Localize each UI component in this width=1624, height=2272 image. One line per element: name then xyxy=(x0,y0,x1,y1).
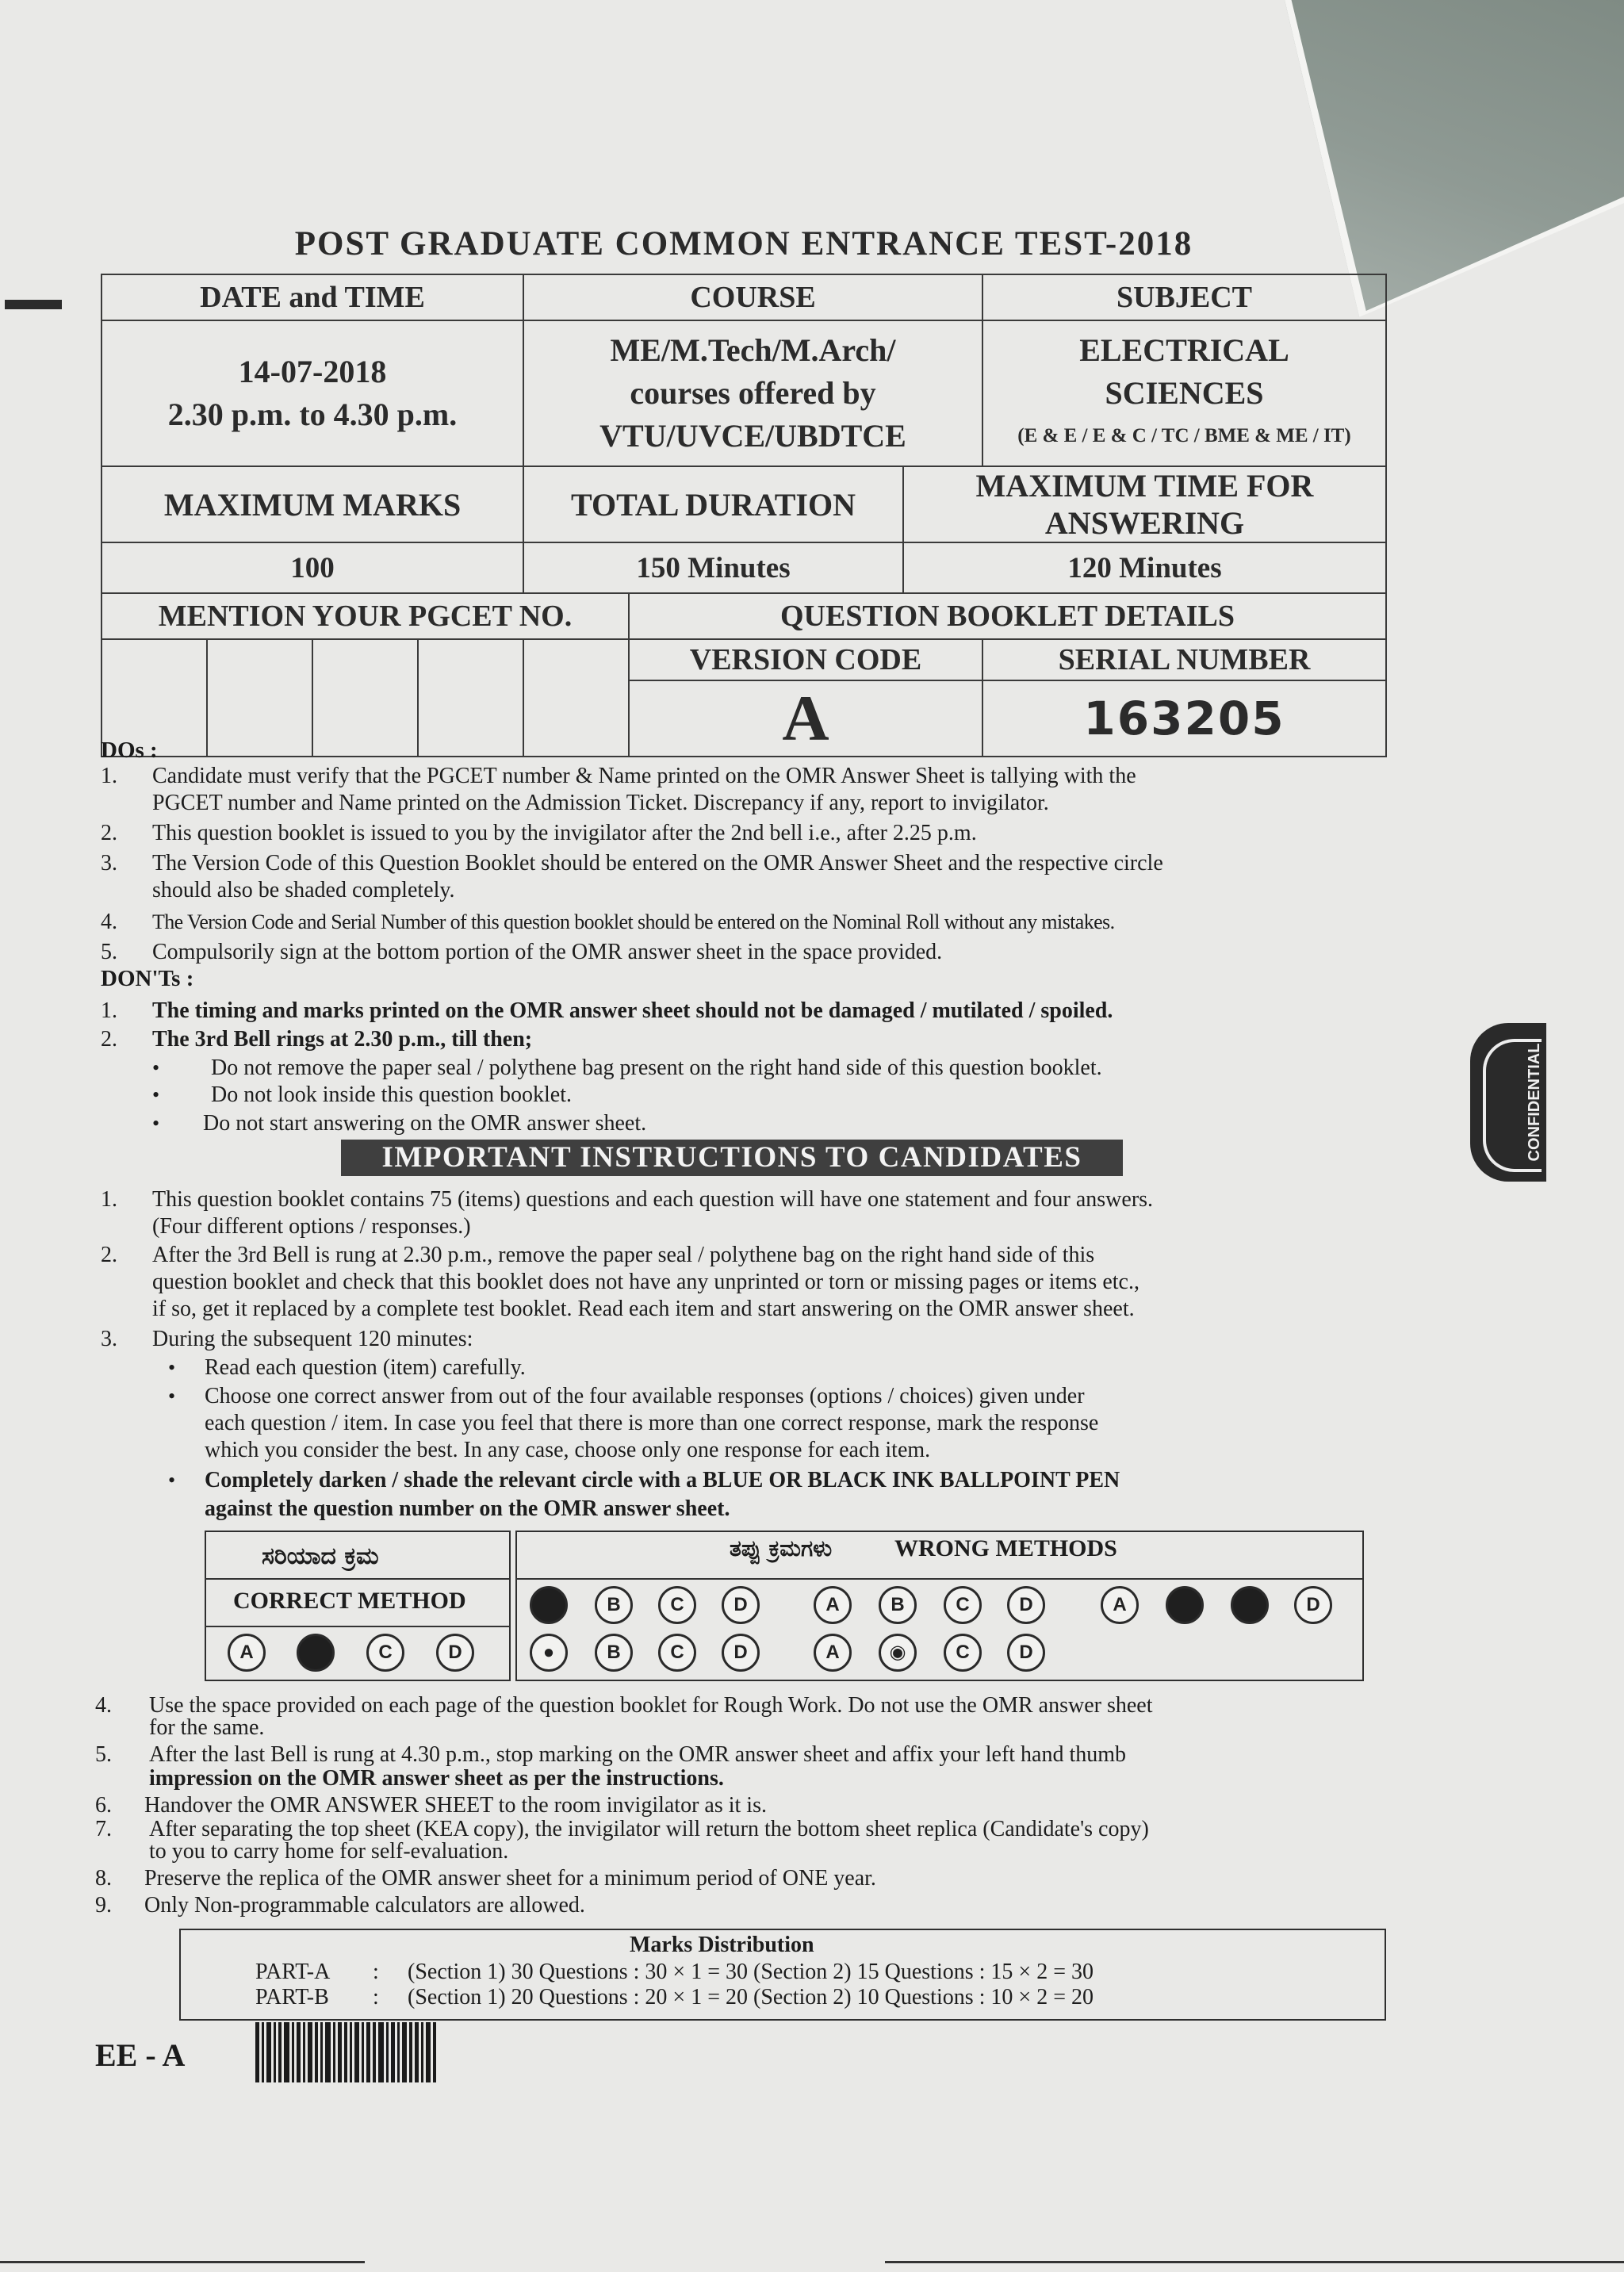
part-b-label: PART-B xyxy=(255,1985,329,2010)
subject-cell xyxy=(982,320,1386,466)
instr-9: Only Non-programmable calculators are allowed. xyxy=(144,1893,585,1918)
correct-method-label: CORRECT METHOD xyxy=(233,1588,466,1614)
instr-3-bullet-2-line-3: which you consider the best. In any case, choose only one response for each item. xyxy=(205,1438,931,1462)
pgcet-digit-box[interactable] xyxy=(418,639,523,757)
instr-5-line-2: impression on the OMR answer sheet as per the instructions. xyxy=(149,1766,724,1791)
instr-1-line-1: This question booklet contains 75 (items) questions and each question will have one statement and four answers. xyxy=(152,1187,1154,1212)
subject-label: SUBJECT xyxy=(982,274,1386,320)
subject-line-1: ELECTRICAL xyxy=(1079,332,1289,368)
serial-number-label: SERIAL NUMBER xyxy=(982,639,1386,680)
exam-date: 14-07-2018 xyxy=(238,354,387,389)
dos-3-line-2: should also be shaded completely. xyxy=(152,878,455,902)
exam-time: 2.30 p.m. to 4.30 p.m. xyxy=(167,397,458,432)
donts-1: The timing and marks printed on the OMR answer sheet should not be damaged / mutilated / spoiled. xyxy=(152,998,1113,1023)
total-duration-label: TOTAL DURATION xyxy=(523,466,903,542)
dos-num-2: 2. xyxy=(101,821,117,845)
instr-num-1: 1. xyxy=(101,1187,117,1212)
total-duration-value: 150 Minutes xyxy=(523,542,903,593)
correct-option-d: D xyxy=(436,1634,474,1672)
wrong-methods-kannada: ತಪ್ಪು ಕ್ರಮಗಳು xyxy=(730,1535,833,1561)
max-time-label: MAXIMUM TIME FOR ANSWERING xyxy=(903,466,1386,542)
wrong-option-c: C xyxy=(944,1586,982,1624)
wrong-option-d: D xyxy=(722,1586,760,1624)
dos-num-1: 1. xyxy=(101,764,117,788)
part-a-detail: (Section 1) 30 Questions : 30 × 1 = 30 (Section 2) 15 Questions : 15 × 2 = 30 xyxy=(408,1960,1094,1984)
instr-6: Handover the OMR ANSWER SHEET to the room invigilator as it is. xyxy=(144,1793,767,1818)
instr-num-9: 9. xyxy=(95,1893,112,1918)
part-b-sep: : xyxy=(373,1985,379,2010)
booklet-details-label: QUESTION BOOKLET DETAILS xyxy=(629,593,1386,639)
wrong-option-d: D xyxy=(1294,1586,1332,1624)
instr-2-line-3: if so, get it replaced by a complete test booklet. Read each item and start answering on the OMR answer sheet. xyxy=(152,1297,1135,1321)
course-cell xyxy=(523,320,982,466)
instr-3-bullet-2-line-1: Choose one correct answer from out of the four available responses (options / choices) given under xyxy=(205,1384,1085,1408)
divider xyxy=(205,1626,509,1627)
instr-num-3: 3. xyxy=(101,1327,117,1351)
margin-mark xyxy=(5,300,62,309)
subject-line-3: (E & E / E & C / TC / BME & ME / IT) xyxy=(1017,425,1351,446)
instr-2-line-2: question booklet and check that this booklet does not have any unprinted or torn or missing pages or items etc., xyxy=(152,1270,1139,1294)
part-a-label: PART-A xyxy=(255,1960,331,1984)
date-time-label: DATE and TIME xyxy=(102,274,523,320)
instr-3-bullet-3-line-1: Completely darken / shade the relevant circle with a BLUE OR BLACK INK BALLPOINT PEN xyxy=(205,1468,1120,1492)
wrong-option-b: B xyxy=(595,1586,633,1624)
wrong-methods-label: WRONG METHODS xyxy=(894,1535,1117,1561)
page-edge-line xyxy=(885,2261,1624,2263)
version-code-label: VERSION CODE xyxy=(629,639,982,680)
exam-details-table xyxy=(101,274,1387,757)
wrong-ticked-d: D xyxy=(1007,1586,1045,1624)
max-marks-value: 100 xyxy=(102,542,523,593)
wrong-partial-a: ● xyxy=(530,1634,568,1672)
wrong-multi-shaded-b xyxy=(1166,1586,1204,1624)
wrong-option-c: C xyxy=(944,1634,982,1672)
course-line-1: ME/M.Tech/M.Arch/ xyxy=(610,332,896,368)
divider xyxy=(515,1578,1362,1580)
dos-num-4: 4. xyxy=(101,910,117,934)
wrong-option-d: D xyxy=(722,1634,760,1672)
wrong-crossed-a xyxy=(530,1586,568,1624)
date-time-cell xyxy=(102,320,523,466)
bullet: • xyxy=(152,1056,160,1079)
correct-method-kannada: ಸರಿಯಾದ ಕ್ರಮ xyxy=(262,1542,379,1570)
wrong-option-c: C xyxy=(658,1586,696,1624)
dos-heading: DOs : xyxy=(101,738,158,763)
page-edge-line xyxy=(0,2261,365,2263)
instr-5-line-1: After the last Bell is rung at 4.30 p.m., stop marking on the OMR answer sheet and affix your left hand thumb xyxy=(149,1742,1127,1767)
folded-corner xyxy=(1285,0,1624,317)
donts-bullet-3: Do not start answering on the OMR answer sheet. xyxy=(203,1111,647,1136)
instr-num-5: 5. xyxy=(95,1742,112,1767)
bullet: • xyxy=(168,1469,176,1492)
max-marks-label: MAXIMUM MARKS xyxy=(102,466,523,542)
booklet-code: EE - A xyxy=(95,2037,186,2073)
barcode xyxy=(255,2022,458,2082)
marks-heading: Marks Distribution xyxy=(630,1933,814,1957)
wrong-partial-b: ◉ xyxy=(879,1634,917,1672)
part-b-detail: (Section 1) 20 Questions : 20 × 1 = 20 (Section 2) 10 Questions : 10 × 2 = 20 xyxy=(408,1985,1094,2010)
seal-label: CONFIDENTIAL xyxy=(1526,1043,1543,1162)
subject-line-2: SCIENCES xyxy=(1105,375,1264,411)
bullet: • xyxy=(168,1385,176,1408)
course-line-3: VTU/UVCE/UBDTCE xyxy=(599,418,906,454)
dos-num-5: 5. xyxy=(101,940,117,964)
correct-option-b-shaded xyxy=(297,1634,335,1672)
instr-num-8: 8. xyxy=(95,1866,112,1891)
max-time-value: 120 Minutes xyxy=(903,542,1386,593)
course-label: COURSE xyxy=(523,274,982,320)
instr-num-7: 7. xyxy=(95,1817,112,1841)
dos-1-line-1: Candidate must verify that the PGCET number & Name printed on the OMR Answer Sheet is tallying with the xyxy=(152,764,1136,788)
instr-1-line-2: (Four different options / responses.) xyxy=(152,1214,471,1239)
pgcet-digit-box[interactable] xyxy=(312,639,418,757)
dos-2-line-1: This question booklet is issued to you by the invigilator after the 2nd bell i.e., after 2.25 p.m. xyxy=(152,821,977,845)
instr-7-line-1: After separating the top sheet (KEA copy), the invigilator will return the bottom sheet replica (Candidate's copy) xyxy=(149,1817,1149,1841)
instr-num-4: 4. xyxy=(95,1693,112,1718)
correct-option-c: C xyxy=(366,1634,404,1672)
pgcet-number-label: MENTION YOUR PGCET NO. xyxy=(102,593,629,639)
wrong-option-a: A xyxy=(814,1586,852,1624)
bullet: • xyxy=(152,1083,160,1106)
version-code-value: A xyxy=(629,680,982,757)
instr-3-bullet-2-line-2: each question / item. In case you feel that there is more than one correct response, mark the response xyxy=(205,1411,1099,1435)
wrong-option-b: B xyxy=(595,1634,633,1672)
course-line-2: courses offered by xyxy=(630,375,876,411)
instr-7-line-2: to you to carry home for self-evaluation. xyxy=(149,1839,509,1864)
wrong-option-a: A xyxy=(1101,1586,1139,1624)
instr-num-6: 6. xyxy=(95,1793,112,1818)
instr-num-2: 2. xyxy=(101,1243,117,1267)
donts-2: The 3rd Bell rings at 2.30 p.m., till then; xyxy=(152,1027,533,1052)
dos-5-line-1: Compulsorily sign at the bottom portion of the OMR answer sheet in the space provided. xyxy=(152,940,943,964)
instr-8: Preserve the replica of the OMR answer sheet for a minimum period of ONE year. xyxy=(144,1866,876,1891)
instr-3-bullet-3-line-2: against the question number on the OMR answer sheet. xyxy=(205,1496,730,1521)
wrong-multi-shaded-c xyxy=(1231,1586,1269,1624)
pgcet-digit-box[interactable] xyxy=(207,639,312,757)
donts-num-1: 1. xyxy=(101,998,117,1023)
page-title: POST GRADUATE COMMON ENTRANCE TEST-2018 xyxy=(294,225,1193,262)
bullet: • xyxy=(152,1112,160,1135)
donts-bullet-2: Do not look inside this question booklet. xyxy=(211,1082,572,1107)
wrong-option-d: D xyxy=(1007,1634,1045,1672)
wrong-option-b: B xyxy=(879,1586,917,1624)
donts-heading: DON'Ts : xyxy=(101,966,194,991)
donts-bullet-1: Do not remove the paper seal / polythene bag present on the right hand side of this question booklet. xyxy=(211,1056,1102,1080)
instructions-banner: IMPORTANT INSTRUCTIONS TO CANDIDATES xyxy=(341,1140,1123,1176)
bullet: • xyxy=(168,1356,176,1379)
wrong-option-a: A xyxy=(814,1634,852,1672)
divider xyxy=(205,1578,509,1580)
instr-4-line-1: Use the space provided on each page of the question booklet for Rough Work. Do not use the OMR answer sheet xyxy=(149,1693,1153,1718)
instr-3-bullet-1: Read each question (item) carefully. xyxy=(205,1355,526,1380)
pgcet-digit-box[interactable] xyxy=(523,639,629,757)
part-a-sep: : xyxy=(373,1960,379,1984)
wrong-option-c: C xyxy=(658,1634,696,1672)
instr-4-line-2: for the same. xyxy=(149,1715,265,1740)
dos-num-3: 3. xyxy=(101,851,117,875)
serial-number-value: 163205 xyxy=(982,680,1386,757)
dos-3-line-1: The Version Code of this Question Booklet should be entered on the OMR Answer Sheet and the respective circle xyxy=(152,851,1163,875)
correct-option-a: A xyxy=(228,1634,266,1672)
instr-3: During the subsequent 120 minutes: xyxy=(152,1327,473,1351)
donts-num-2: 2. xyxy=(101,1027,117,1052)
dos-1-line-2: PGCET number and Name printed on the Admission Ticket. Discrepancy if any, report to invigilator. xyxy=(152,791,1049,815)
dos-4-line-1: The Version Code and Serial Number of this question booklet should be entered on the Nominal Roll without any mistakes. xyxy=(152,910,1115,933)
instr-2-line-1: After the 3rd Bell is rung at 2.30 p.m., remove the paper seal / polythene bag on the right hand side of this xyxy=(152,1243,1095,1267)
